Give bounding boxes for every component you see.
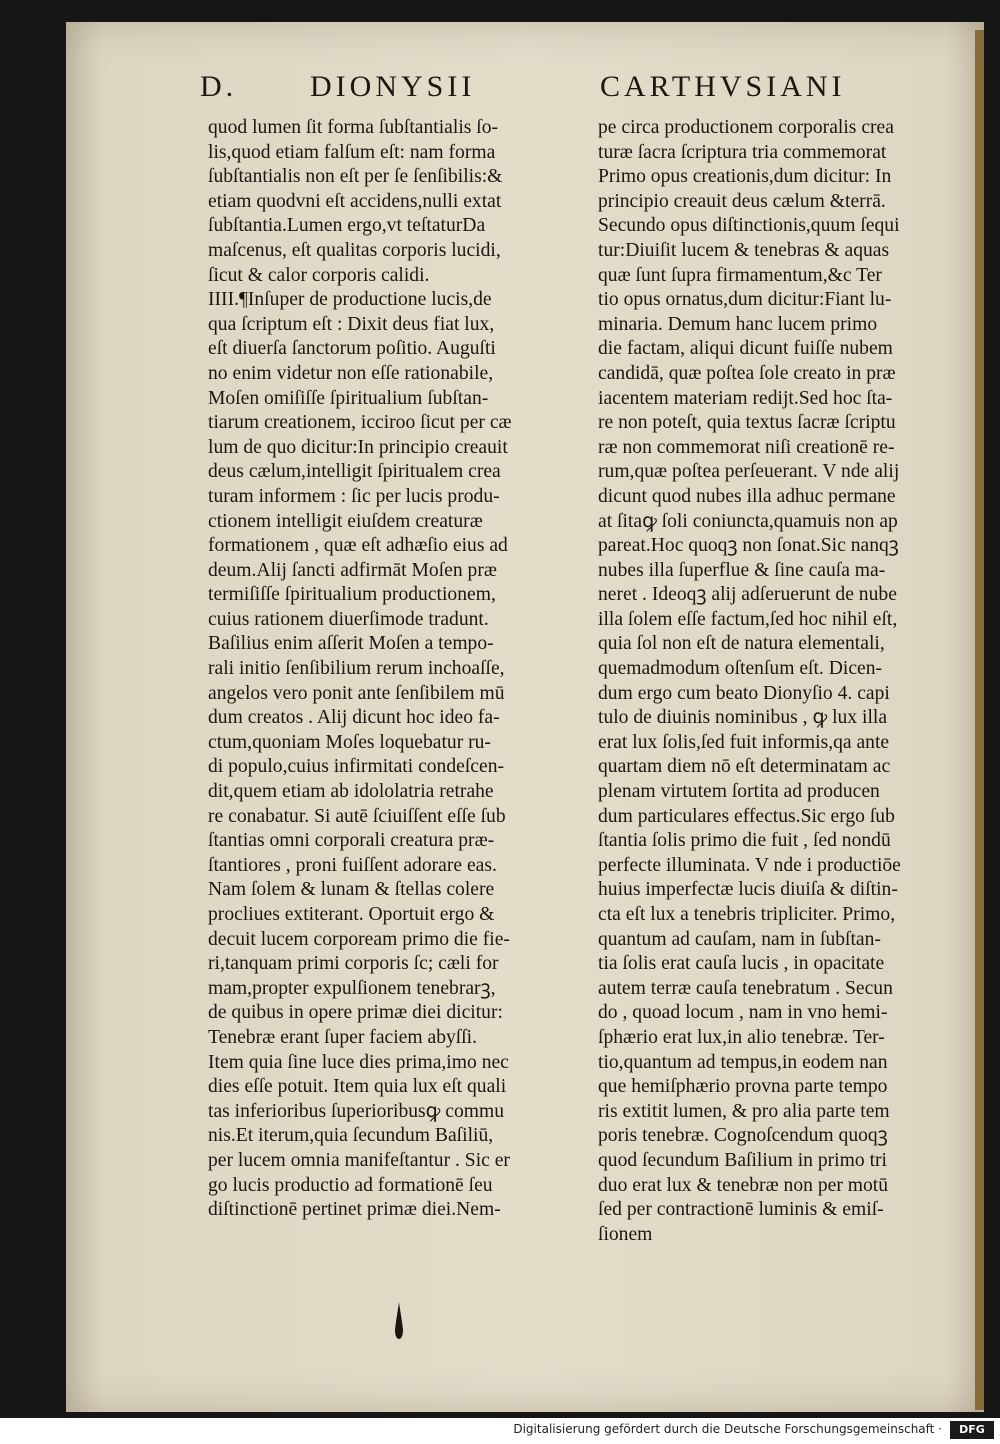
text-line: illa ſolem eſſe factum,ſed hoc nihil eſt,: [598, 608, 898, 630]
text-line: nubes illa ſuperflue & ſine cauſa ma-: [598, 559, 886, 581]
text-line: ctum,quoniam Moſes loquebatur ru-: [208, 731, 491, 753]
text-line: Tenebræ erant ſuper faciem abyſſi.: [208, 1026, 478, 1048]
text-line: dies eſſe potuit. Item quia lux eſt quali: [208, 1076, 507, 1098]
running-head-carthusiani: CARTHVSIANI: [600, 70, 846, 103]
text-line: eſt diuerſa ſanctorum poſitio. Auguſti: [208, 338, 496, 360]
text-line: quod ſecundum Baſilium in primo tri: [598, 1149, 887, 1171]
text-line: ſed per contractionē luminis & emiſ-: [598, 1199, 884, 1221]
text-line: ſtantias omni corporali creatura præ-: [208, 830, 495, 852]
text-line: qua ſcriptum eſt : Dixit deus fiat lux,: [208, 313, 495, 335]
text-line: ri,tanquam primi corporis ſc; cæli for: [208, 953, 499, 975]
text-line: ris extitit lumen, & pro alia parte tem: [598, 1100, 890, 1122]
text-line: deum.Alij ſancti adfirmāt Moſen præ: [208, 559, 497, 581]
text-line: at ſitaꝙ ſoli coniuncta,quamuis non ap: [598, 510, 898, 532]
running-head: [200, 70, 846, 110]
text-line: re non poteſt, quia textus ſacræ ſcriptu: [598, 412, 896, 434]
text-line: dum creatos . Alij dicunt hoc ideo fa-: [208, 707, 500, 729]
text-line: plenam virtutem ſortita ad producen: [598, 781, 880, 803]
text-line: turam informem : ſic per lucis produ-: [208, 485, 500, 507]
text-line: quia ſol non eſt de natura elementali,: [598, 633, 885, 655]
text-line: no enim videtur non eſſe rationabile,: [208, 362, 494, 384]
text-line: nis.Et iterum,quia ſecundum Baſiliū,: [208, 1125, 494, 1147]
text-line: procliues extiterant. Oportuit ergo &: [208, 904, 495, 925]
text-line: tur:Diuiſit lucem & tenebras & aquas: [598, 239, 890, 261]
text-column-right: [598, 116, 974, 1247]
text-line: dit,quem etiam ab idololatria retrahe: [208, 781, 494, 803]
text-line: do , quoad locum , nam in vno hemi-: [598, 1002, 888, 1024]
text-line: poris tenebræ. Cognoſcendum quoqꝫ: [598, 1125, 888, 1147]
text-line: Nam ſolem & lunam & ſtellas colere: [208, 879, 495, 901]
text-line: de quibus in opere primæ diei dicitur:: [208, 1002, 503, 1024]
text-line: decuit lucem corpoream primo die fie-: [208, 928, 510, 950]
text-line: ſtantiores , proni fuiſſent adorare eas.: [208, 854, 497, 876]
text-line: angelos vero ponit ante ſenſibilem mū: [208, 682, 505, 704]
text-line: autem terræ cauſa tenebratum . Secun: [598, 977, 893, 999]
running-head-initial: D.: [200, 70, 238, 103]
text-line: erat lux ſolis,ſed fuit informis,qa ante: [598, 731, 890, 753]
text-line: minaria. Demum hanc lucem primo: [598, 313, 878, 335]
text-line: etiam quodvni eſt accidens,nulli extat: [208, 190, 502, 212]
text-line: tiarum creationem, icciroo ſicut per cæ: [208, 412, 512, 434]
text-line: re conabatur. Si autē ſciuiſſent eſſe ſub: [208, 805, 506, 827]
text-line: quæ ſunt ſupra firmamentum,&c Ter: [598, 264, 882, 286]
text-line: ſphærio erat lux,in alio tenebræ. Ter-: [598, 1026, 885, 1048]
text-line: Baſilius enim aſſerit Moſen a tempo-: [208, 633, 494, 655]
text-line: ſicut & calor corporis calidi.: [208, 264, 430, 286]
text-line: go lucis productio ad formationē ſeu: [208, 1174, 493, 1196]
text-line: lis,quod etiam falſum eſt: nam forma: [208, 141, 496, 163]
digitization-footer: [0, 1418, 1000, 1444]
text-line: die factam, aliqui dicunt fuiſſe nubem: [598, 338, 893, 360]
text-line: ſtantia ſolis primo die fuit , ſed nondū: [598, 830, 891, 852]
page-edge: [975, 30, 984, 1410]
text-line: quod lumen ſit forma ſubſtantialis ſo-: [208, 117, 499, 138]
running-head-dionysii: DIONYSII: [310, 70, 476, 103]
text-line: turæ ſacra ſcriptura tria commemorat: [598, 141, 887, 163]
text-line: deus cælum,intelligit ſpiritualem crea: [208, 461, 501, 483]
text-line: quantum ad cauſam, nam in ſubſtan-: [598, 928, 881, 950]
text-line: cuius rationem diuerſimode tradunt.: [208, 608, 489, 630]
text-line: ctionem intelligit eiuſdem creaturæ: [208, 510, 483, 532]
text-line: quemadmodum oſtenſum eſt. Dicen-: [598, 658, 883, 680]
text-line: pe circa productionem corporalis crea: [598, 117, 894, 138]
text-line: que hemiſphærio provna parte tempo: [598, 1076, 888, 1098]
ink-mark-icon: [393, 1300, 405, 1340]
text-line: huius imperfectæ lucis diuiſa & diſtin-: [598, 879, 898, 901]
text-line: tio,quantum ad tempus,in eodem nan: [598, 1051, 888, 1073]
text-line: per lucem omnia manifeſtantur . Sic er: [208, 1149, 510, 1171]
text-line: maſcenus, eſt qualitas corporis lucidi,: [208, 239, 501, 261]
text-line: dicunt quod nubes illa adhuc permane: [598, 485, 896, 507]
text-line: ræ non commemorat niſi creationē re-: [598, 436, 895, 458]
text-line: cta eſt lux a tenebris tripliciter. Primo,: [598, 904, 896, 925]
text-line: principio creauit deus cælum &terrā.: [598, 190, 886, 212]
text-line: quartam diem nō eſt determinatam ac: [598, 756, 891, 778]
dfg-logo-icon: DFG: [950, 1421, 994, 1439]
text-line: di populo,cuius infirmitati condeſcen-: [208, 756, 505, 778]
text-line: Secundo opus diſtinctionis,quum ſequi: [598, 215, 900, 237]
text-line: tas inferioribus ſuperioribusꝙ commu: [208, 1100, 505, 1122]
text-line: Item quia ſine luce dies prima,imo nec: [208, 1051, 509, 1073]
text-line: duo erat lux & tenebræ non per motū: [598, 1174, 889, 1196]
text-line: diſtinctionē pertinet primæ diei.Nem-: [208, 1199, 501, 1221]
text-line: Primo opus creationis,dum dicitur: In: [598, 166, 892, 188]
text-line: Moſen omiſiſſe ſpiritualium ſubſtan-: [208, 387, 489, 409]
text-line: neret . Ideoqꝫ alij adſeruerunt de nube: [598, 584, 897, 606]
text-line: dum particulares effectus.Sic ergo ſub: [598, 805, 895, 827]
text-line: tulo de diuinis nominibus , ꝙ lux illa: [598, 707, 888, 729]
text-line: iacentem materiam redijt.Sed hoc ſta-: [598, 387, 893, 409]
text-line: ſubſtantia.Lumen ergo,vt teſtaturDa: [208, 215, 486, 237]
text-line: perfecte illuminata. V nde i productiōe: [598, 854, 901, 876]
text-column-left: [208, 116, 588, 1223]
text-line: pareat.Hoc quoqꝫ non ſonat.Sic nanqꝫ: [598, 535, 899, 557]
text-line: rum,quæ poſtea perſeuerant. V nde alij: [598, 461, 900, 483]
text-line: dum ergo cum beato Dionyſio 4. capi: [598, 682, 890, 704]
text-line: ſubſtantialis non eſt per ſe ſenſibilis:&: [208, 166, 503, 188]
text-line: formationem , quæ eſt adhæſio eius ad: [208, 535, 508, 557]
text-line: ſionem: [598, 1223, 653, 1245]
text-line: tio opus ornatus,dum dicitur:Fiant lu-: [598, 289, 892, 311]
footer-credit: Digitalisierung gefördert durch die Deutsche Forschungsgemeinschaft ·: [513, 1422, 942, 1436]
text-line: termiſiſſe ſpiritualium productionem,: [208, 584, 496, 606]
text-line: lum de quo dicitur:In principio creauit: [208, 436, 508, 458]
text-line: mam,propter expulſionem tenebrarꝫ,: [208, 977, 496, 999]
text-line: IIII.¶Inſuper de productione lucis,de: [208, 289, 492, 311]
text-line: candidā, quæ poſtea ſole creato in præ: [598, 362, 896, 384]
text-line: tia ſolis erat cauſa lucis , in opacitate: [598, 953, 885, 975]
text-line: rali initio ſenſibilium rerum inchoaſſe,: [208, 658, 505, 680]
